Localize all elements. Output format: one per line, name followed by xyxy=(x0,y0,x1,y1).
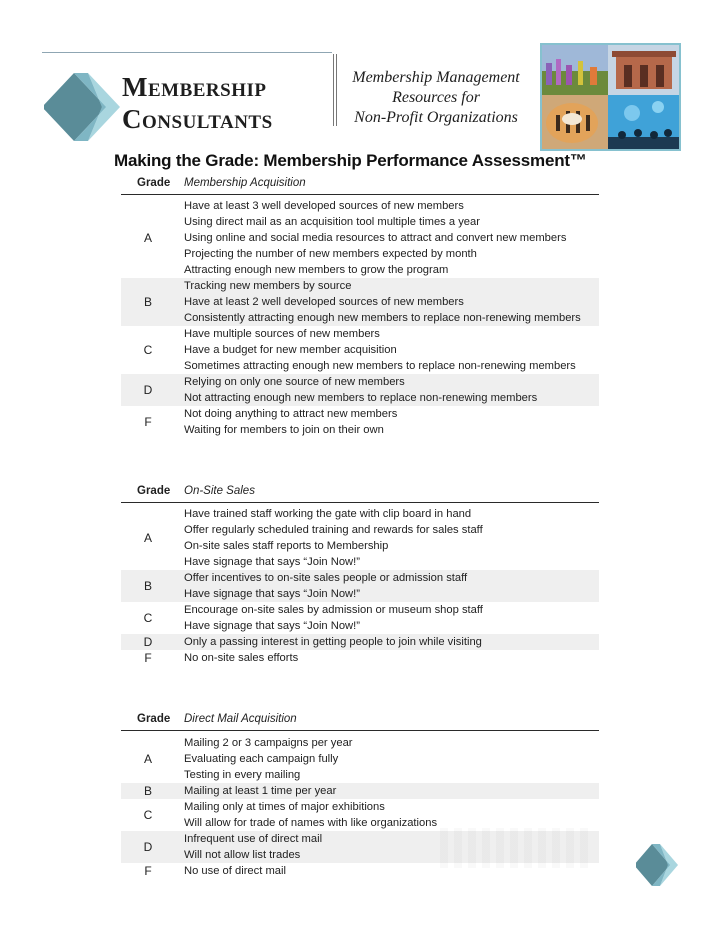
grade-row-a xyxy=(121,506,599,570)
grade-label: C xyxy=(143,343,153,357)
criteria-item: Testing in every mailing xyxy=(184,769,301,781)
table-header xyxy=(121,176,599,195)
company-logo xyxy=(42,52,332,141)
criteria-item: Have at least 2 well developed sources of new members xyxy=(184,296,464,308)
grade-column-header: Grade xyxy=(137,713,171,725)
grade-label: F xyxy=(144,651,152,665)
criteria-item: Sometimes attracting enough new members to replace non-renewing members xyxy=(184,360,576,372)
criteria-item: Will not allow list trades xyxy=(184,849,301,861)
grade-row-b xyxy=(121,783,599,799)
diamond-logo-icon xyxy=(44,67,132,147)
criteria-item: Have signage that says “Join Now!” xyxy=(184,620,360,632)
logo-line-1: Membership xyxy=(122,72,267,102)
criteria-item: Infrequent use of direct mail xyxy=(184,833,323,845)
criteria-item: Offer incentives to on-site sales people or admission staff xyxy=(184,572,468,584)
criteria-item: Evaluating each campaign fully xyxy=(184,753,339,765)
grade-column-header: Grade xyxy=(137,485,171,497)
page-header xyxy=(42,44,678,148)
grade-label: A xyxy=(143,531,152,545)
diamond-corner-icon xyxy=(636,840,678,890)
criteria-item: Using direct mail as an acquisition tool multiple times a year xyxy=(184,216,480,228)
grade-label: A xyxy=(143,752,152,766)
tagline xyxy=(338,68,534,128)
criteria-item: Not attracting enough new members to replace non-renewing members xyxy=(184,392,538,404)
tagline-line-1: Membership Management xyxy=(352,69,520,86)
criteria-item: Have a budget for new member acquisition xyxy=(184,344,397,356)
logo-line-2: Consultants xyxy=(122,104,273,134)
grade-row-c xyxy=(121,799,599,831)
grade-row-d xyxy=(121,634,599,650)
grade-label: A xyxy=(143,231,152,245)
grade-label: D xyxy=(143,840,153,854)
criteria-item: Have signage that says “Join Now!” xyxy=(184,556,360,568)
page-title: Making the Grade: Membership Performance Assessment™ xyxy=(114,151,587,170)
criteria-item: Tracking new members by source xyxy=(184,280,352,292)
grade-row-a xyxy=(121,198,599,278)
criteria-item: Mailing only at times of major exhibitions xyxy=(184,801,385,813)
grade-row-b xyxy=(121,570,599,602)
assessment-table-membership-acquisition xyxy=(121,176,599,438)
grade-column-header: Grade xyxy=(137,177,171,189)
grade-row-d xyxy=(121,374,599,406)
criteria-item: Mailing at least 1 time per year xyxy=(184,785,337,797)
grade-row-c xyxy=(121,602,599,634)
criteria-item: Mailing 2 or 3 campaigns per year xyxy=(184,737,353,749)
criteria-item: Consistently attracting enough new members to replace non-renewing members xyxy=(184,312,581,324)
grade-row-b xyxy=(121,278,599,326)
category-header: Membership Acquisition xyxy=(184,177,306,189)
assessment-table-on-site-sales xyxy=(121,484,599,666)
grade-row-c xyxy=(121,326,599,374)
criteria-item: Using online and social media resources to attract and convert new members xyxy=(184,232,567,244)
grade-row-a xyxy=(121,735,599,783)
grade-label: F xyxy=(144,864,152,878)
grade-label: C xyxy=(143,611,153,625)
criteria-item: Will allow for trade of names with like organizations xyxy=(184,817,438,829)
criteria-item: Have signage that says “Join Now!” xyxy=(184,588,360,600)
criteria-item: Not doing anything to attract new members xyxy=(184,408,398,420)
grade-row-f xyxy=(121,650,599,666)
grade-label: D xyxy=(143,383,153,397)
criteria-item: Projecting the number of new members expected by month xyxy=(184,248,477,260)
criteria-item: Waiting for members to join on their own xyxy=(184,424,384,436)
tagline-line-2: Resources for xyxy=(392,89,480,106)
table-header xyxy=(121,484,599,503)
criteria-item: Relying on only one source of new members xyxy=(184,376,405,388)
criteria-item: Encourage on-site sales by admission or museum shop staff xyxy=(184,604,483,616)
criteria-item: No use of direct mail xyxy=(184,865,286,877)
grade-label: D xyxy=(143,635,153,649)
category-header: On-Site Sales xyxy=(184,485,255,497)
criteria-item: On-site sales staff reports to Membership xyxy=(184,540,389,552)
criteria-item: Offer regularly scheduled training and rewards for sales staff xyxy=(184,524,483,536)
criteria-item: Have trained staff working the gate with clip board in hand xyxy=(184,508,472,520)
criteria-item: Have multiple sources of new members xyxy=(184,328,380,340)
criteria-item: Attracting enough new members to grow the program xyxy=(184,264,449,276)
criteria-item: Have at least 3 well developed sources of new members xyxy=(184,200,464,212)
criteria-item: No on-site sales efforts xyxy=(184,652,299,664)
category-header: Direct Mail Acquisition xyxy=(184,713,297,725)
header-divider xyxy=(333,54,337,126)
criteria-item: Only a passing interest in getting people to join while visiting xyxy=(184,636,482,648)
grade-label: B xyxy=(143,784,152,798)
grade-label: B xyxy=(143,295,152,309)
table-header xyxy=(121,712,599,731)
photo-collage-image xyxy=(540,43,681,151)
grade-row-f xyxy=(121,406,599,438)
grade-label: B xyxy=(143,579,152,593)
grade-label: C xyxy=(143,808,153,822)
grade-label: F xyxy=(144,415,152,429)
tagline-line-3: Non-Profit Organizations xyxy=(354,109,518,126)
faint-watermark xyxy=(440,828,590,868)
